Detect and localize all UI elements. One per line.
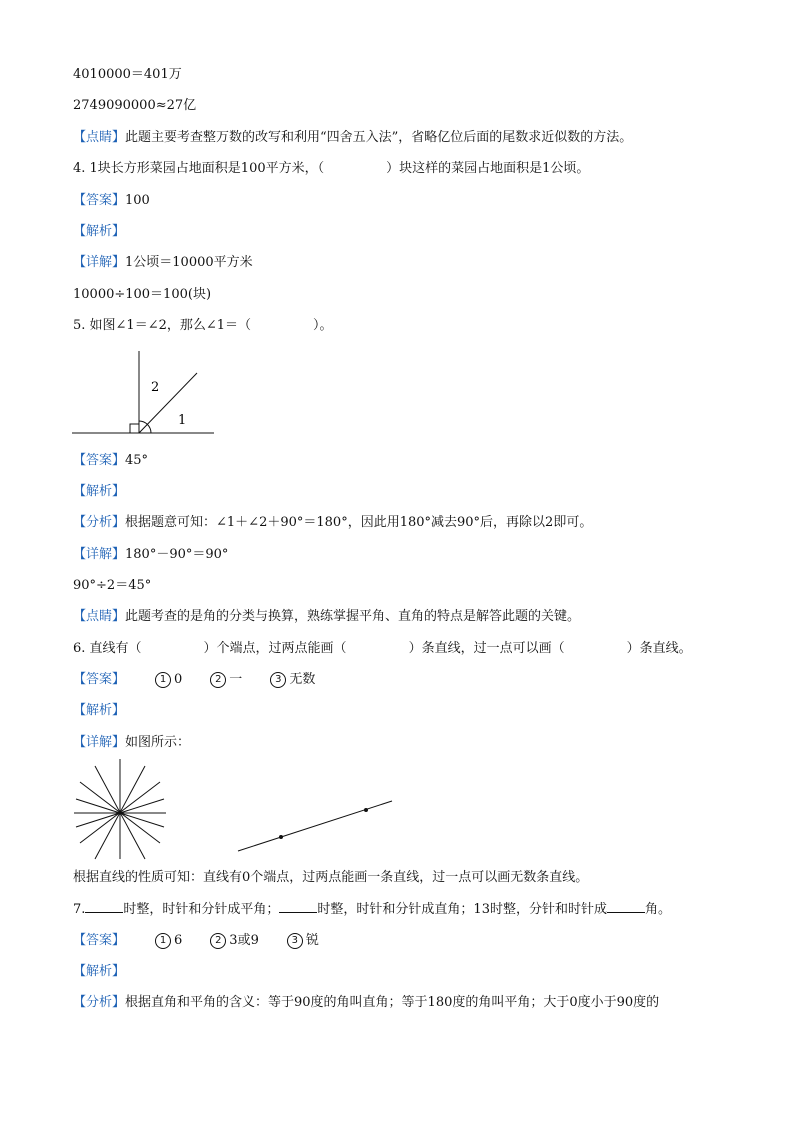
text-line: 根据直线的性质可知：直线有0个端点，过两点能画一条直线，过一点可以画无数条直线。 [73,870,589,885]
dianjing-tag: 【点睛】 [73,130,126,145]
question-7: 7. 时整，时针和分针成平角； 时整，时针和分针成直角；13时整，分针和时针成 角。 [73,902,671,917]
answer-5: 【答案】45° [73,453,149,468]
detail-6: 【详解】如图所示： [73,735,191,750]
dianjing-line: 【点睛】此题主要考查整万数的改写和利用“四舍五入法”，省略亿位后面的尾数求近似数的方法。 [73,130,633,145]
detail-4: 【详解】1公顷＝10000平方米 [73,255,253,270]
text-line: 90°÷2＝45° [73,578,152,593]
question-6: 6. 直线有（ ）个端点，过两点能画（ ）条直线，过一点可以画（ ）条直线。 [73,641,692,656]
text-line: 4010000＝401万 [73,67,182,82]
dianjing-5: 【点睛】此题考查的是角的分类与换算，熟练掌握平角、直角的特点是解答此题的关键。 [73,609,581,624]
lines-figure [70,755,400,865]
angle-figure [70,345,220,437]
answer-4: 【答案】100 [73,193,150,208]
answer-6: 【答案】 1 0 2 一 3 无数 [73,672,316,687]
jiexi-7: 【解析】 [73,964,126,979]
answer-7: 【答案】 1 6 2 3或9 3 锐 [73,933,319,948]
detail-5: 【详解】180°－90°＝90° [73,547,229,562]
text-line: 2749090000≈27亿 [73,98,197,113]
jiexi-5: 【解析】 [73,484,126,499]
question-4: 4. 1块长方形菜园占地面积是100平方米，（ ）块这样的菜园占地面积是1公顷。 [73,161,590,176]
question-5: 5. 如图∠1＝∠2，那么∠1＝（ ）。 [73,318,333,333]
angle-label-1: 1 [178,413,187,428]
analysis-7: 【分析】根据直角和平角的含义：等于90度的角叫直角；等于180度的角叫平角；大于0度小于90度的 [73,995,660,1010]
analysis-5: 【分析】根据题意可知：∠1＋∠2＋90°＝180°，因此用180°减去90°后，再除以2即可。 [73,515,593,530]
jiexi-6: 【解析】 [73,703,126,718]
angle-label-2: 2 [151,380,160,395]
jiexi-4: 【解析】 [73,224,126,239]
text-line: 10000÷100＝100(块) [73,287,212,302]
